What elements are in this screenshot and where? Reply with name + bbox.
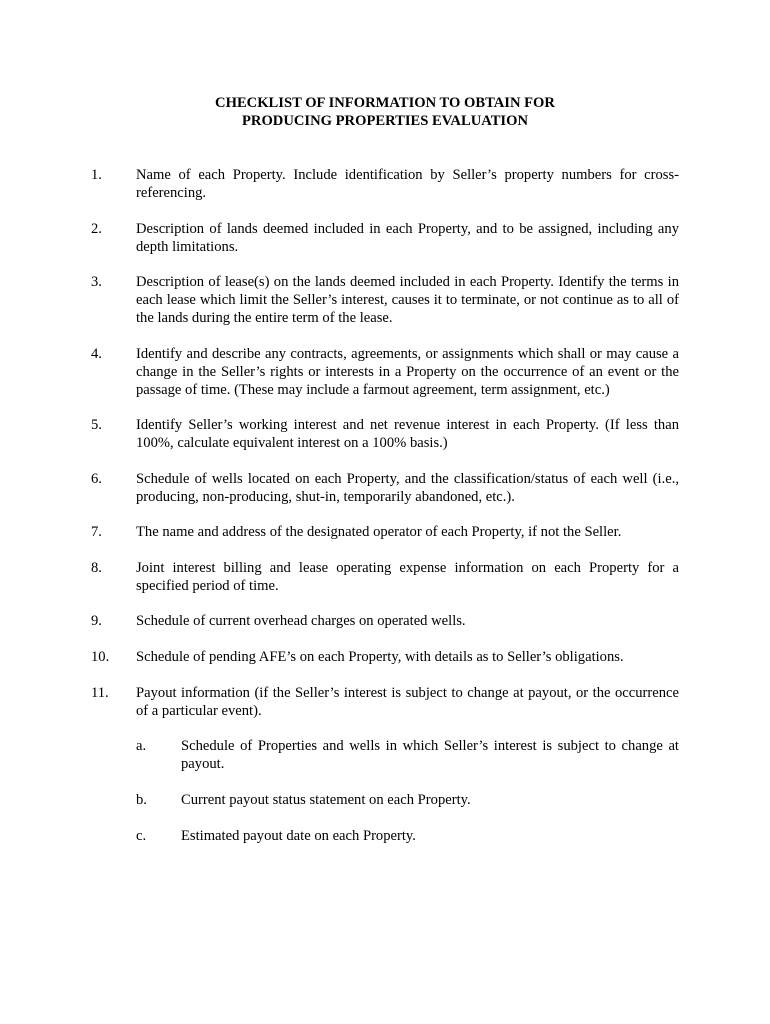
item-number: 8. [91, 560, 102, 576]
item-number: 3. [91, 274, 102, 290]
title-line-2: PRODUCING PROPERTIES EVALUATION [242, 113, 528, 129]
item-number: 5. [91, 417, 102, 433]
item-number: 10. [91, 649, 110, 665]
item-text: Schedule of pending AFE’s on each Property, with details as to Seller’s obligations. [136, 649, 624, 665]
item-number: 11. [91, 685, 109, 701]
item-text: Identify Seller’s working interest and net revenue interest in each Property. (If less than 100%, calculate equivalent interest on a 100% basis.) [136, 417, 679, 451]
item-number: 4. [91, 346, 102, 362]
item-text: Joint interest billing and lease operating expense information on each Property for a specified period of time. [136, 560, 679, 594]
subitem-text: Schedule of Properties and wells in which Seller’s interest is subject to change at payout. [181, 738, 679, 772]
title-line-1: CHECKLIST OF INFORMATION TO OBTAIN FOR [215, 95, 555, 111]
item-text: Identify and describe any contracts, agreements, or assignments which shall or may cause a change in the Seller’s rights or interests in a Property on the occurrence of an event or the passage of time. (These may include a farmout agreement, term assignment, etc.) [136, 346, 679, 398]
item-number: 7. [91, 524, 102, 540]
item-number: 1. [91, 167, 102, 183]
subitem-text: Estimated payout date on each Property. [181, 828, 416, 844]
subitem-text: Current payout status statement on each Property. [181, 792, 471, 808]
item-text: Description of lease(s) on the lands deemed included in each Property. Identify the terms in each lease which limit the Seller’s interest, causes it to terminate, or not continue as to all of the lands during the entire term of the lease. [136, 274, 679, 326]
item-text: Schedule of wells located on each Property, and the classification/status of each well (i.e., producing, non-producing, shut-in, temporarily abandoned, etc.). [136, 471, 679, 505]
item-text: Description of lands deemed included in each Property, and to be assigned, including any depth limitations. [136, 221, 679, 255]
subitem-letter: a. [136, 738, 147, 754]
document-title [0, 94, 770, 130]
item-number: 6. [91, 471, 102, 487]
subitem-letter: b. [136, 792, 147, 808]
item-text: Payout information (if the Seller’s interest is subject to change at payout, or the occurrence of a particular event). [136, 685, 679, 719]
item-text: Schedule of current overhead charges on operated wells. [136, 613, 466, 629]
item-number: 2. [91, 221, 102, 237]
item-text: Name of each Property. Include identification by Seller’s property numbers for cross-referencing. [136, 167, 679, 201]
subitem-letter: c. [136, 828, 147, 844]
item-number: 9. [91, 613, 102, 629]
item-text: The name and address of the designated operator of each Property, if not the Seller. [136, 524, 622, 540]
